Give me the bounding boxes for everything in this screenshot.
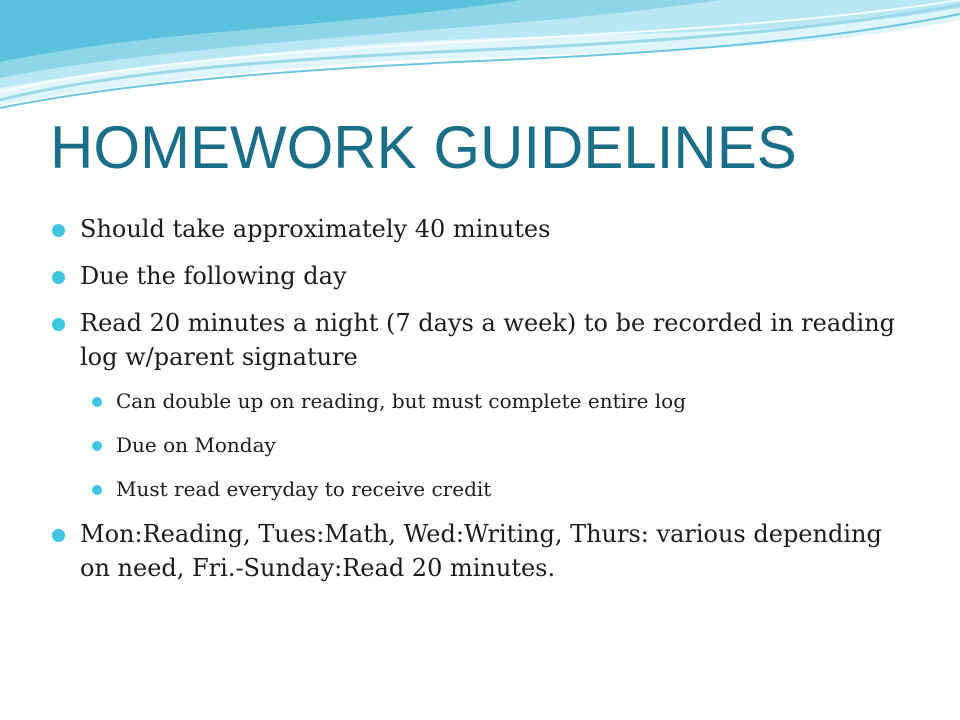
bullet-list [50,212,910,598]
bullet-item: Should take approximately 40 minutes [50,212,910,246]
sub-bullet-item: Can double up on reading, but must complete entire log [90,387,910,415]
bullet-item: Read 20 minutes a night (7 days a week) to be recorded in reading log w/parent signature [50,306,910,374]
slide-title: HOMEWORK GUIDELINES [50,114,797,181]
sub-bullet-item: Must read everyday to receive credit [90,475,910,503]
sub-bullet-item: Due on Monday [90,431,910,459]
bullet-item: Due the following day [50,259,910,293]
bullet-item: Mon:Reading, Tues:Math, Wed:Writing, Thurs: various depending on need, Fri.-Sunday:Read 20 minutes. [50,517,910,585]
